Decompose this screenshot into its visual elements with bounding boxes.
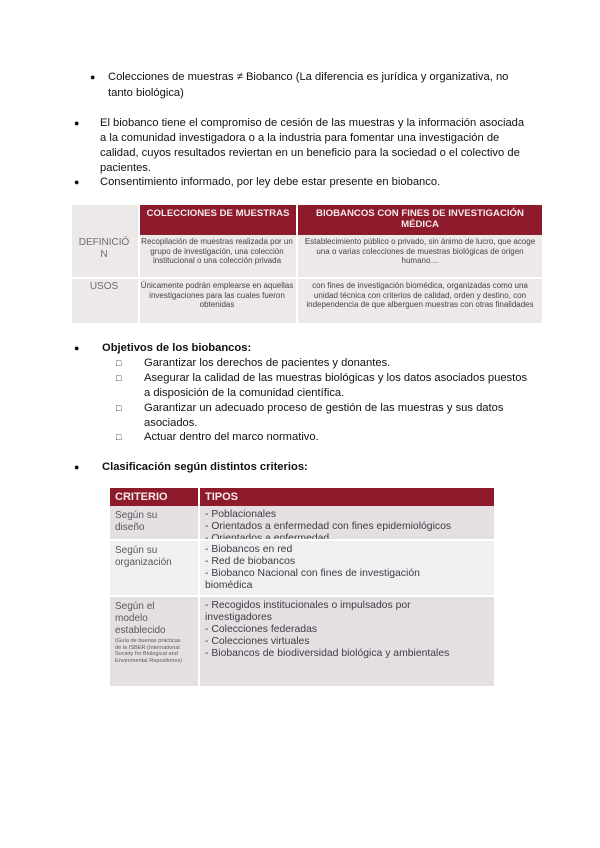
table1-label-definicion: DEFINICIÓ N bbox=[78, 237, 130, 260]
table2-header-criterio: CRITERIO bbox=[110, 488, 198, 506]
checkbox-square-icon: □ bbox=[116, 358, 122, 368]
checkbox-square-icon: □ bbox=[116, 373, 122, 383]
types-organization: - Biobancos en red - Red de biobancos - Biobanco Nacional con fines de investigación biomédica bbox=[205, 544, 420, 591]
paragraph-line-2: a la comunidad investigadora o a la industria para fomentar una investigación de bbox=[100, 132, 500, 144]
table2-row-design bbox=[110, 506, 494, 539]
criterion-model: Según el modelo establecido bbox=[115, 601, 166, 636]
classification-table bbox=[110, 488, 494, 686]
intro-line-2: tanto biológica) bbox=[108, 87, 184, 99]
table1-divider bbox=[296, 205, 298, 323]
table2-column-divider bbox=[198, 506, 200, 686]
consent-text: Consentimiento informado, por ley debe estar presente en biobanco. bbox=[100, 176, 441, 188]
criterion-model-note: (Guía de buenas prácticas de la ISBER (International Society for Biological and Enviromental Repositories) bbox=[115, 638, 183, 664]
table2-row-model bbox=[110, 597, 494, 686]
types-design: - Poblacionales - Orientados a enfermedad con fines epidemiológicos bbox=[205, 509, 452, 532]
table1-cell-uses-collections: Únicamente podrán emplearse en aquellas investigaciones para las cuales fueron obtenidas bbox=[140, 281, 294, 309]
table2-header-tipos: TIPOS bbox=[200, 488, 494, 506]
paragraph-line-1: El biobanco tiene el compromiso de cesión de las muestras y la información asociada bbox=[100, 117, 525, 129]
intro-line-1: Colecciones de muestras ≠ Biobanco (La diferencia es jurídica y organizativa, no bbox=[108, 71, 509, 83]
paragraph-line-4: pacientes. bbox=[100, 162, 151, 174]
criterion-organization: Según su organización bbox=[115, 545, 172, 568]
table1-label-usos: USOS bbox=[89, 281, 119, 292]
objective-item-2b: a disposición de la comunidad científica. bbox=[144, 387, 345, 399]
table1-cell-definition-collections: Recopilación de muestras realizada por un grupo de investigación, una colección institucional o una colección privada bbox=[141, 237, 293, 265]
bullet-icon: ● bbox=[74, 118, 80, 128]
classification-title: Clasificación según distintos criterios: bbox=[102, 461, 308, 473]
objectives-title: Objetivos de los biobancos: bbox=[102, 342, 252, 354]
table1-cell-definition-biobanks: Establecimiento público o privado, sin ánimo de lucro, que acoge una o varias colecciones de muestras biológicas de origen humano… bbox=[304, 237, 536, 265]
checkbox-square-icon: □ bbox=[116, 403, 122, 413]
bullet-icon: ● bbox=[74, 343, 80, 353]
table1-header-biobanks: BIOBANCOS CON FINES DE INVESTIGACIÓN MÉDICA bbox=[298, 205, 542, 235]
objective-item-1: Garantizar los derechos de pacientes y donantes. bbox=[144, 357, 391, 369]
table1-header-collections: COLECCIONES DE MUESTRAS bbox=[140, 205, 296, 235]
bullet-icon: ● bbox=[74, 462, 80, 472]
bullet-icon: ● bbox=[90, 72, 96, 82]
table1-cell-uses-biobanks: con fines de investigación biomédica, organizadas como una unidad técnica con criterios de calidad, orden y destino, con independencia de que alberguen muestras con otras finalidades bbox=[306, 281, 534, 309]
table1-row-divider bbox=[72, 277, 542, 279]
paragraph-line-3: calidad, cuyos resultados reviertan en un beneficio para la sociedad o el colectivo de bbox=[100, 147, 520, 159]
criterion-design: Según su diseño bbox=[115, 510, 158, 533]
objective-item-3b: asociados. bbox=[144, 417, 198, 429]
table2-row-organization bbox=[110, 541, 494, 595]
objective-item-4: Actuar dentro del marco normativo. bbox=[144, 431, 319, 443]
types-model: - Recogidos institucionales o impulsados por investigadores - Colecciones federadas - Colecciones virtuales - Biobancos de biodiversidad biológica y ambientales bbox=[205, 600, 450, 659]
comparison-table bbox=[72, 205, 542, 323]
objective-item-2a: Asegurar la calidad de las muestras biológicas y los datos asociados puestos bbox=[144, 372, 528, 384]
objective-item-3a: Garantizar un adecuado proceso de gestión de las muestras y sus datos bbox=[144, 402, 504, 414]
bullet-icon: ● bbox=[74, 177, 80, 187]
checkbox-square-icon: □ bbox=[116, 432, 122, 442]
